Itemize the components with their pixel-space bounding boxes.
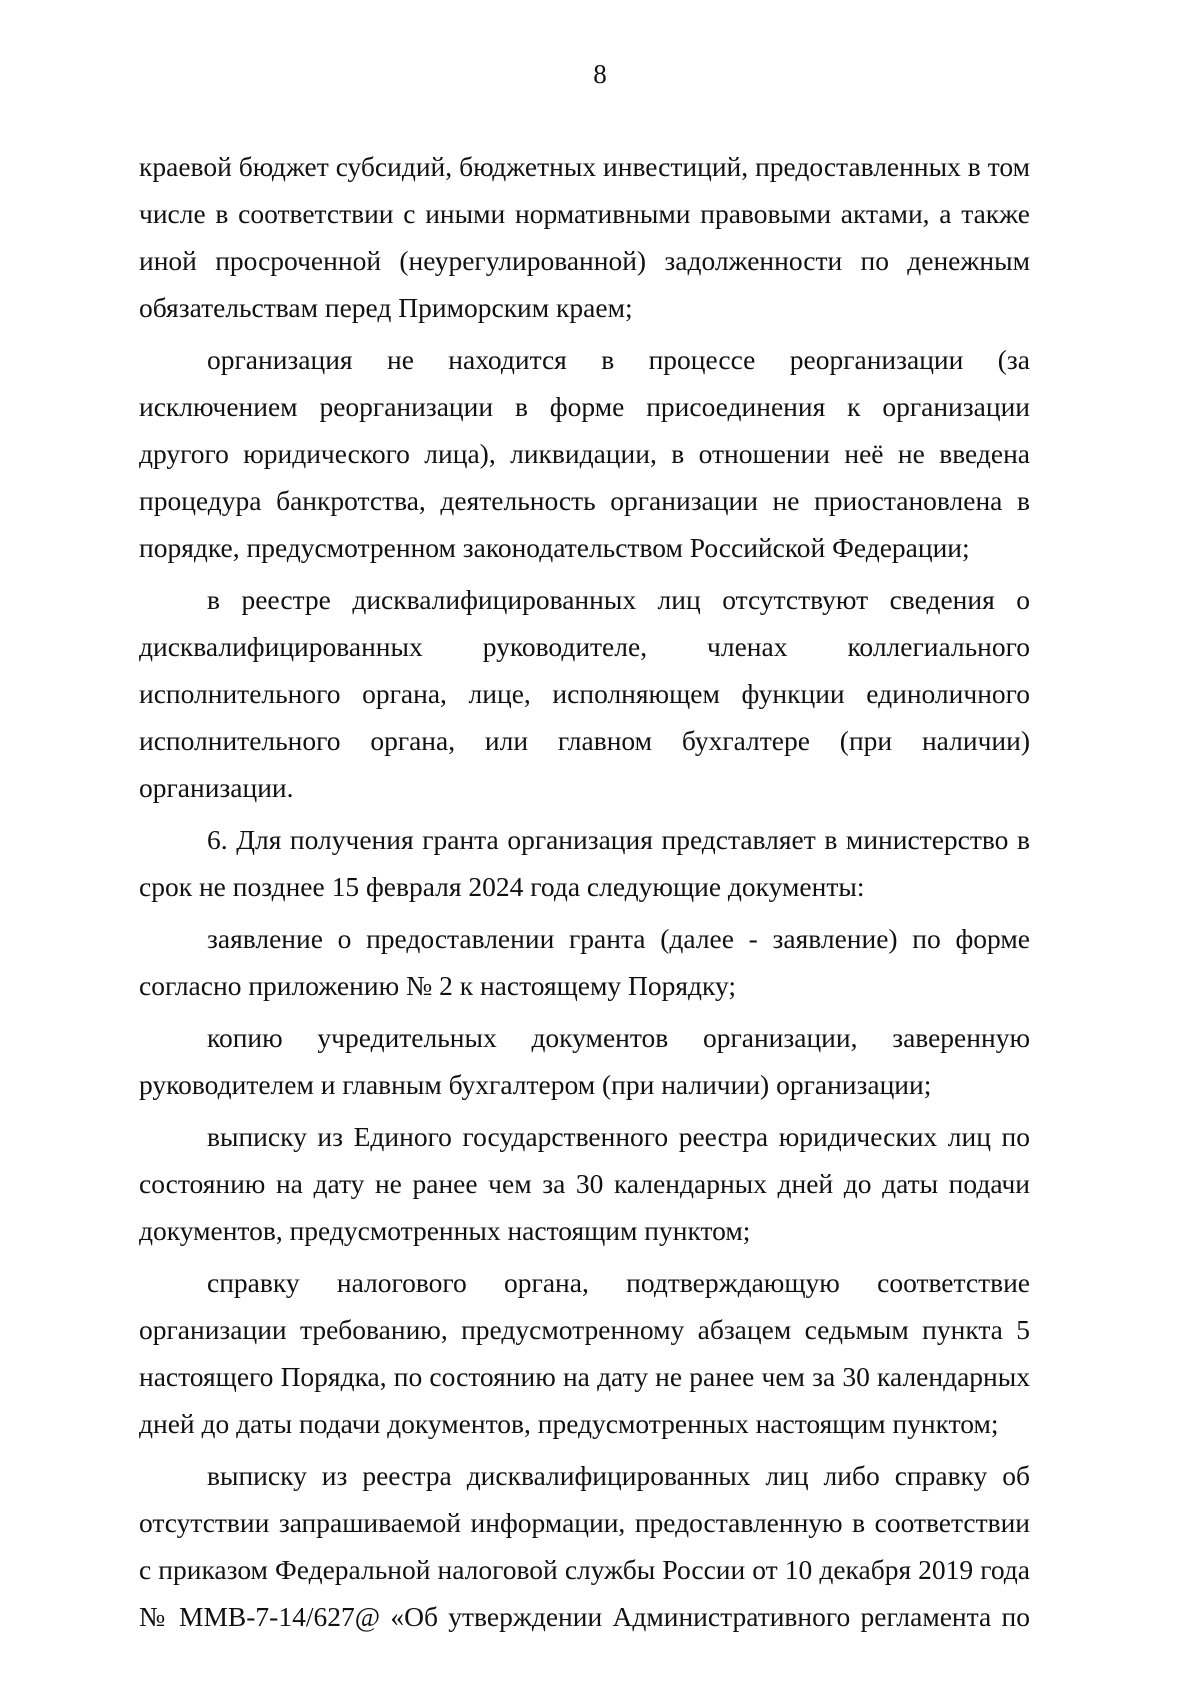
paragraph-egrul-extract: выписку из Единого государственного реестра юридических лиц по состоянию на дату не ранее чем за 30 календарных дней до даты подачи документов, предусмотренных настоящим пунктом;	[139, 1121, 1030, 1246]
paragraph-tax-certificate: справку налогового органа, подтверждающую соответствие организации требованию, предусмотренному абзацем седьмым пункта 5 настоящего Порядка, по состоянию на дату не ранее чем за 30 календарных дней до даты подачи документов, предусмотренных настоящим пунктом;	[139, 1267, 1030, 1439]
paragraph-disqualified-registry: в реестре дисквалифицированных лиц отсутствуют сведения о дисквалифицированных руководителе, членах коллегиального исполнительного органа, лице, исполняющем функции единоличного исполнительного органа, или главном бухгалтере (при наличии) организации.	[139, 584, 1030, 803]
paragraph-reorganization: организация не находится в процессе реорганизации (за исключением реорганизации в форме присоединения к организации другого юридического лица), ликвидации, в отношении неё не введена процедура банкротства, деятельность организации не приостановлена в порядке, предусмотренном законодательством Российской Федерации;	[139, 344, 1030, 563]
paragraph-charter-copy: копию учредительных документов организации, заверенную руководителем и главным бухгалтером (при наличии) организации;	[139, 1022, 1030, 1100]
page-number: 8	[593, 59, 607, 89]
paragraph-budget-debt: краевой бюджет субсидий, бюджетных инвестиций, предоставленных в том числе в соответствии с иными нормативными правовыми актами, а также иной просроченной (неурегулированной) задолженности по денежным обязательствам перед Приморским краем;	[139, 151, 1030, 323]
paragraph-disqualified-extract: выписку из реестра дисквалифицированных лиц либо справку об отсутствии запрашиваемой информации, предоставленную в соответствии с приказом Федеральной налоговой службы России от 10 декабря 2019 года № ММВ-7-14/627@ «Об утверждении Административного регламента по	[139, 1460, 1030, 1632]
paragraph-application: заявление о предоставлении гранта (далее - заявление) по форме согласно приложению № 2 к настоящему Порядку;	[139, 923, 1030, 1001]
document-body	[139, 143, 1030, 1640]
paragraph-item-6: 6. Для получения гранта организация представляет в министерство в срок не позднее 15 февраля 2024 года следующие документы:	[139, 824, 1030, 902]
